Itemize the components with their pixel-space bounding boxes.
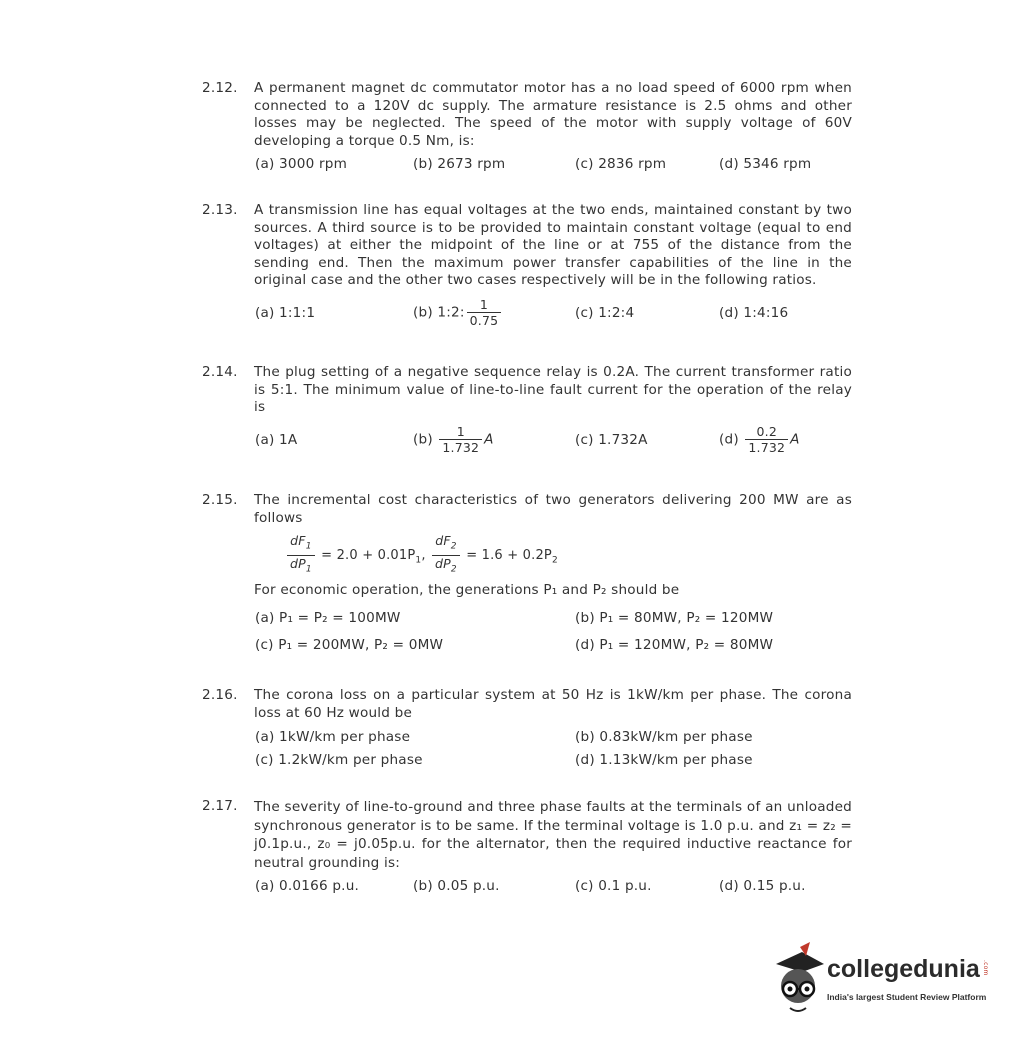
option-b — [413, 424, 494, 455]
option-a: (a) 1A — [255, 432, 298, 448]
fraction-den: 1.732 — [442, 440, 480, 455]
option-c: (c) P₁ = 200MW, P₂ = 0MW — [255, 637, 444, 653]
fraction-den: $dP_1$ — [290, 555, 312, 574]
question-number: 2.14. — [202, 364, 238, 380]
option-b: (b) 0.05 p.u. — [413, 878, 500, 894]
option-a: (a) 1:1:1 — [255, 305, 316, 321]
graduate-mascot-icon — [770, 942, 830, 1020]
question-text: A permanent magnet dc commutator motor has a no load speed of 6000 rpm when connected to a 120V dc supply. The armature resistance is 2.5 ohms and other losses may be neglected. The speed of the motor with supply voltage of 60V developing a torque 0.5 Nm, is: — [254, 80, 852, 149]
option-c: (c) 1.2kW/km per phase — [255, 752, 423, 768]
unit: A — [790, 431, 800, 448]
question-text: The incremental cost characteristics of two generators delivering 200 MW are as follows — [254, 492, 852, 526]
option-b — [413, 297, 503, 328]
option-b-label: (b) — [413, 431, 433, 448]
option-d: (d) 1.13kW/km per phase — [575, 752, 753, 768]
option-b: (b) P₁ = 80MW, P₂ = 120MW — [575, 610, 774, 626]
option-a: (a) 3000 rpm — [255, 156, 348, 172]
option-c: (c) 1:2:4 — [575, 305, 635, 321]
question-text-2: For economic operation, the generations P₁ and P₂ should be — [254, 582, 680, 598]
option-b-label: (b) 1:2: — [413, 304, 465, 321]
equation-part-1: = $2.0 + 0.01P_1$, — [321, 547, 426, 566]
fraction — [432, 533, 460, 577]
fraction-den: $dP_2$ — [435, 555, 457, 574]
fraction-num: 1 — [439, 424, 482, 440]
logo-com: .com — [982, 960, 989, 976]
question-text: The severity of line-to-ground and three phase faults at the terminals of an unloaded synchronous generator is to be same. If the terminal voltage is 1.0 p.u. and z₁ = z₂ = j0.1p.u., z₀ = j0.05p.u. for the alternator, then the required inductive reactance for neutral grounding is: — [254, 799, 852, 871]
option-d: (d) 5346 rpm — [719, 156, 812, 172]
fraction-num: 1 — [479, 297, 489, 312]
question-text: The plug setting of a negative sequence relay is 0.2A. The current transformer ratio is 5:1. The minimum value of line-to-line fault current for the operation of the relay is — [254, 364, 852, 416]
option-d: (d) 0.15 p.u. — [719, 878, 806, 894]
question-2-15 — [202, 492, 852, 527]
option-a: (a) 1kW/km per phase — [255, 729, 411, 745]
option-c: (c) 1.732A — [575, 432, 648, 448]
fraction-num: 0.2 — [745, 424, 788, 440]
option-a: (a) 0.0166 p.u. — [255, 878, 360, 894]
question-number: 2.15. — [202, 492, 238, 508]
question-2-13 — [202, 202, 852, 290]
fraction — [467, 297, 502, 328]
fraction-num: $dF_1$ — [287, 533, 315, 556]
equation-part-2: = $1.6 + 0.2P_2$ — [466, 547, 558, 566]
question-number: 2.16. — [202, 687, 238, 703]
question-2-16 — [202, 687, 852, 722]
fraction-num: $dF_2$ — [432, 533, 460, 556]
option-c: (c) 0.1 p.u. — [575, 878, 652, 894]
question-2-12 — [202, 80, 852, 150]
unit: A — [484, 431, 494, 448]
question-2-14 — [202, 364, 852, 417]
option-a: (a) P₁ = P₂ = 100MW — [255, 610, 401, 626]
question-number: 2.13. — [202, 202, 238, 218]
incremental-cost-equation — [285, 533, 558, 577]
option-d: (d) 1:4:16 — [719, 305, 789, 321]
fraction — [745, 424, 788, 455]
option-b: (b) 2673 rpm — [413, 156, 506, 172]
option-d — [719, 424, 800, 455]
collegedunia-logo[interactable] — [770, 942, 995, 1022]
fraction-den: 1.732 — [748, 440, 786, 455]
option-b: (b) 0.83kW/km per phase — [575, 729, 753, 745]
fraction — [287, 533, 315, 577]
question-text: A transmission line has equal voltages at the two ends, maintained constant by two sources. A third source is to be provided to maintain constant voltage (equal to end voltages) at either the midpoint of the line or at 755 of the distance from the sending end. Then the maximum power transfer capabilities of the line in the original case and the other two cases respectively will be in the following ratios. — [254, 202, 852, 289]
option-d: (d) P₁ = 120MW, P₂ = 80MW — [575, 637, 774, 653]
option-c: (c) 2836 rpm — [575, 156, 667, 172]
fraction-den: 0.75 — [467, 312, 502, 328]
question-2-17 — [202, 798, 852, 872]
logo-wordmark: collegedunia — [827, 955, 980, 983]
option-d-label: (d) — [719, 431, 739, 448]
question-text: The corona loss on a particular system at 50 Hz is 1kW/km per phase. The corona loss at 60 Hz would be — [254, 687, 852, 721]
question-number: 2.12. — [202, 80, 238, 96]
fraction — [439, 424, 482, 455]
logo-tagline: India's largest Student Review Platform — [827, 992, 987, 1002]
question-number: 2.17. — [202, 798, 238, 814]
